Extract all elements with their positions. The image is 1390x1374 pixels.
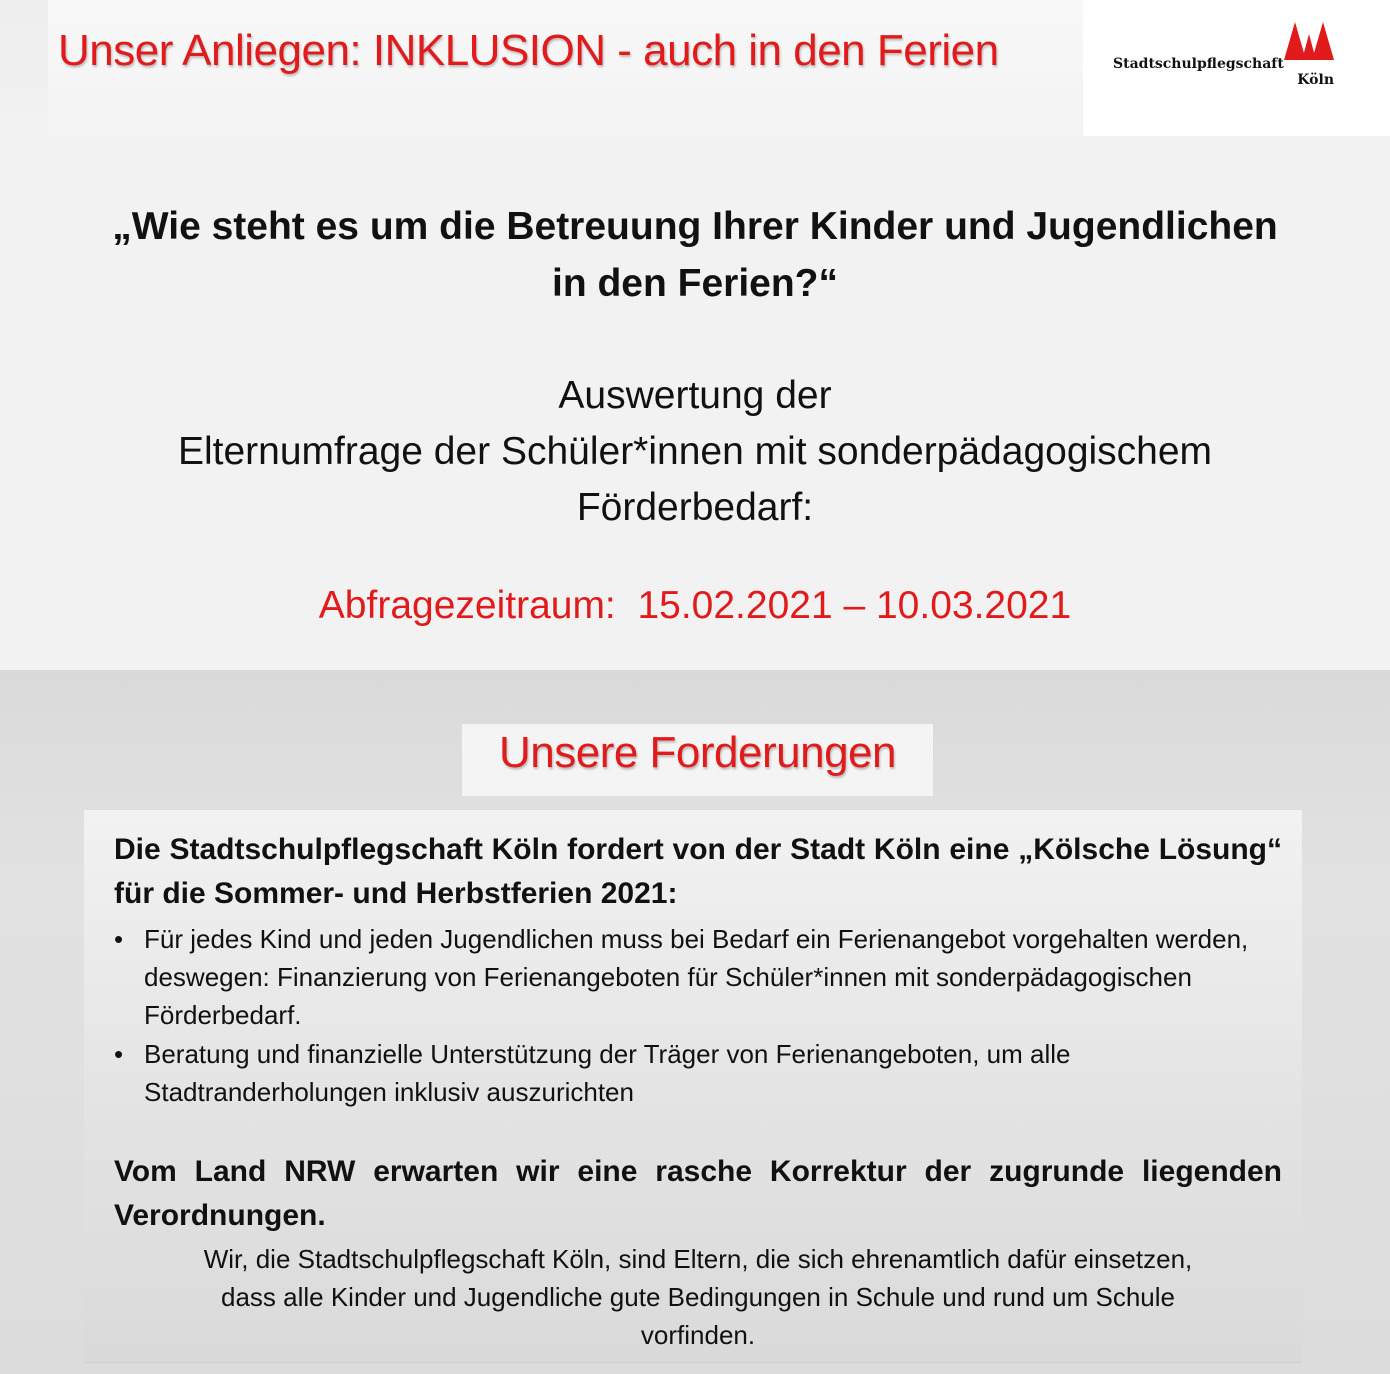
logo-city: Köln xyxy=(1297,72,1334,88)
list-item-text: Beratung und finanzielle Unterstützung der Träger von Ferienangeboten, um alle Stadtranderholungen inklusiv auszurichten xyxy=(144,1039,1071,1107)
bullet-icon: • xyxy=(114,924,124,954)
logo-text: Stadtschulpflegschaft xyxy=(1113,56,1284,72)
list-item xyxy=(114,920,1282,1034)
question-line: in den Ferien?“ xyxy=(551,262,839,305)
land-nrw-demand: Vom Land NRW erwarten wir eine rasche Korrektur der zugrunde liegenden Verordnungen. xyxy=(114,1155,1282,1232)
closing-statement xyxy=(114,1240,1282,1354)
evaluation-line: Auswertung der xyxy=(558,374,832,417)
demands-list xyxy=(114,920,1282,1112)
closing-line: dass alle Kinder und Jugendliche gute Bedingungen in Schule und rund um Schule xyxy=(220,1282,1175,1312)
bullet-icon: • xyxy=(114,1039,124,1069)
list-item xyxy=(114,1035,1282,1111)
evaluation-line: Förderbedarf: xyxy=(576,486,814,529)
closing-line: Wir, die Stadtschulpflegschaft Köln, sind Eltern, die sich ehrenamtlich dafür einsetzen, xyxy=(203,1244,1193,1274)
demands-title: Unsere Forderungen xyxy=(498,728,896,777)
survey-period: Abfragezeitraum: 15.02.2021 – 10.03.2021 xyxy=(318,584,1072,627)
survey-question xyxy=(40,198,1350,312)
page-title: Unser Anliegen: INKLUSION - auch in den Ferien xyxy=(58,26,999,75)
closing-line: vorfinden. xyxy=(640,1320,756,1350)
logo xyxy=(1083,0,1390,136)
cathedral-logo-icon xyxy=(1284,20,1336,64)
demands-intro: Die Stadtschulpflegschaft Köln fordert von der Stadt Köln eine „Kölsche Lösung“ für die Sommer- und Herbstferien 2021: xyxy=(114,833,1282,910)
evaluation-line: Elternumfrage der Schüler*innen mit sonderpädagogischem xyxy=(177,430,1213,473)
list-item-text: Für jedes Kind und jeden Jugendlichen muss bei Bedarf ein Ferienangebot vorgehalten werden, deswegen: Finanzierung von Ferienangeboten für Schüler*innen mit sonderpädagogischen Förderbedarf. xyxy=(144,924,1249,1030)
question-line: „Wie steht es um die Betreuung Ihrer Kinder und Jugendlichen xyxy=(112,205,1278,248)
evaluation-heading xyxy=(40,368,1350,536)
